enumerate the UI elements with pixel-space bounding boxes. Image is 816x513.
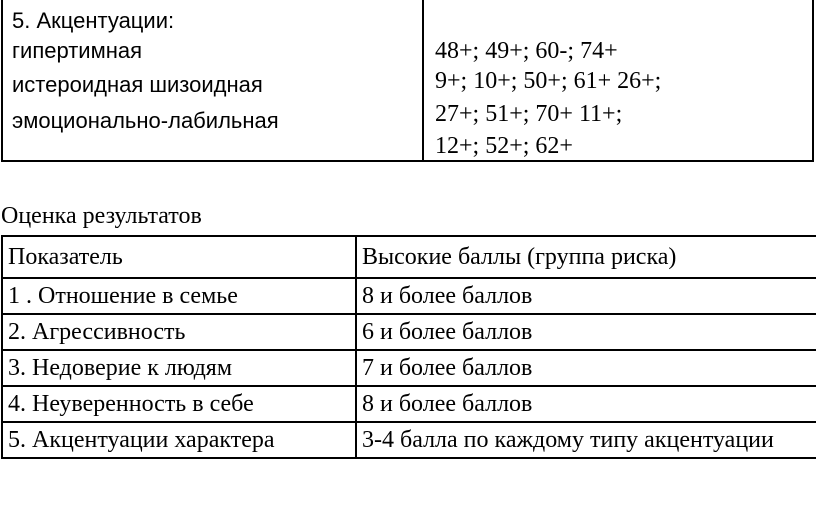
table-header-row <box>2 236 816 278</box>
accentuation-key-line-2: 9+; 10+; 50+; 61+ 26+; <box>435 68 662 94</box>
indicator-cell: 2. Агрессивность <box>2 314 356 350</box>
table-row <box>2 278 816 314</box>
table-row <box>2 386 816 422</box>
table-row <box>2 314 816 350</box>
accentuation-type-emotional-labile: эмоционально-лабильная <box>12 108 279 133</box>
threshold-cell: 7 и более баллов <box>356 350 816 386</box>
table-row <box>2 422 816 458</box>
accentuation-key-line-3: 27+; 51+; 70+ 11+; <box>435 101 623 127</box>
threshold-cell: 8 и более баллов <box>356 278 816 314</box>
accentuation-type-hyperthymic: гипертимная <box>12 38 143 63</box>
accentuation-heading: 5. Акцентуации: <box>12 8 175 33</box>
header-indicator: Показатель <box>2 236 356 278</box>
results-title: Оценка результатов <box>1 203 202 229</box>
header-high-scores: Высокие баллы (группа риска) <box>356 236 816 278</box>
threshold-cell: 3-4 балла по каждому типу акцентуации <box>356 422 816 458</box>
accentuation-type-hysteroid-schizoid: истероидная шизоидная <box>12 72 263 97</box>
indicator-cell: 4. Неуверенность в себе <box>2 386 356 422</box>
threshold-cell: 6 и более баллов <box>356 314 816 350</box>
results-table <box>1 235 816 459</box>
table-row <box>2 350 816 386</box>
indicator-cell: 1 . Отношение в семье <box>2 278 356 314</box>
accentuation-key-line-1: 48+; 49+; 60-; 74+ <box>435 38 618 64</box>
indicator-cell: 3. Недоверие к людям <box>2 350 356 386</box>
accentuation-key-line-4: 12+; 52+; 62+ <box>435 133 573 159</box>
indicator-cell: 5. Акцентуации характера <box>2 422 356 458</box>
threshold-cell: 8 и более баллов <box>356 386 816 422</box>
